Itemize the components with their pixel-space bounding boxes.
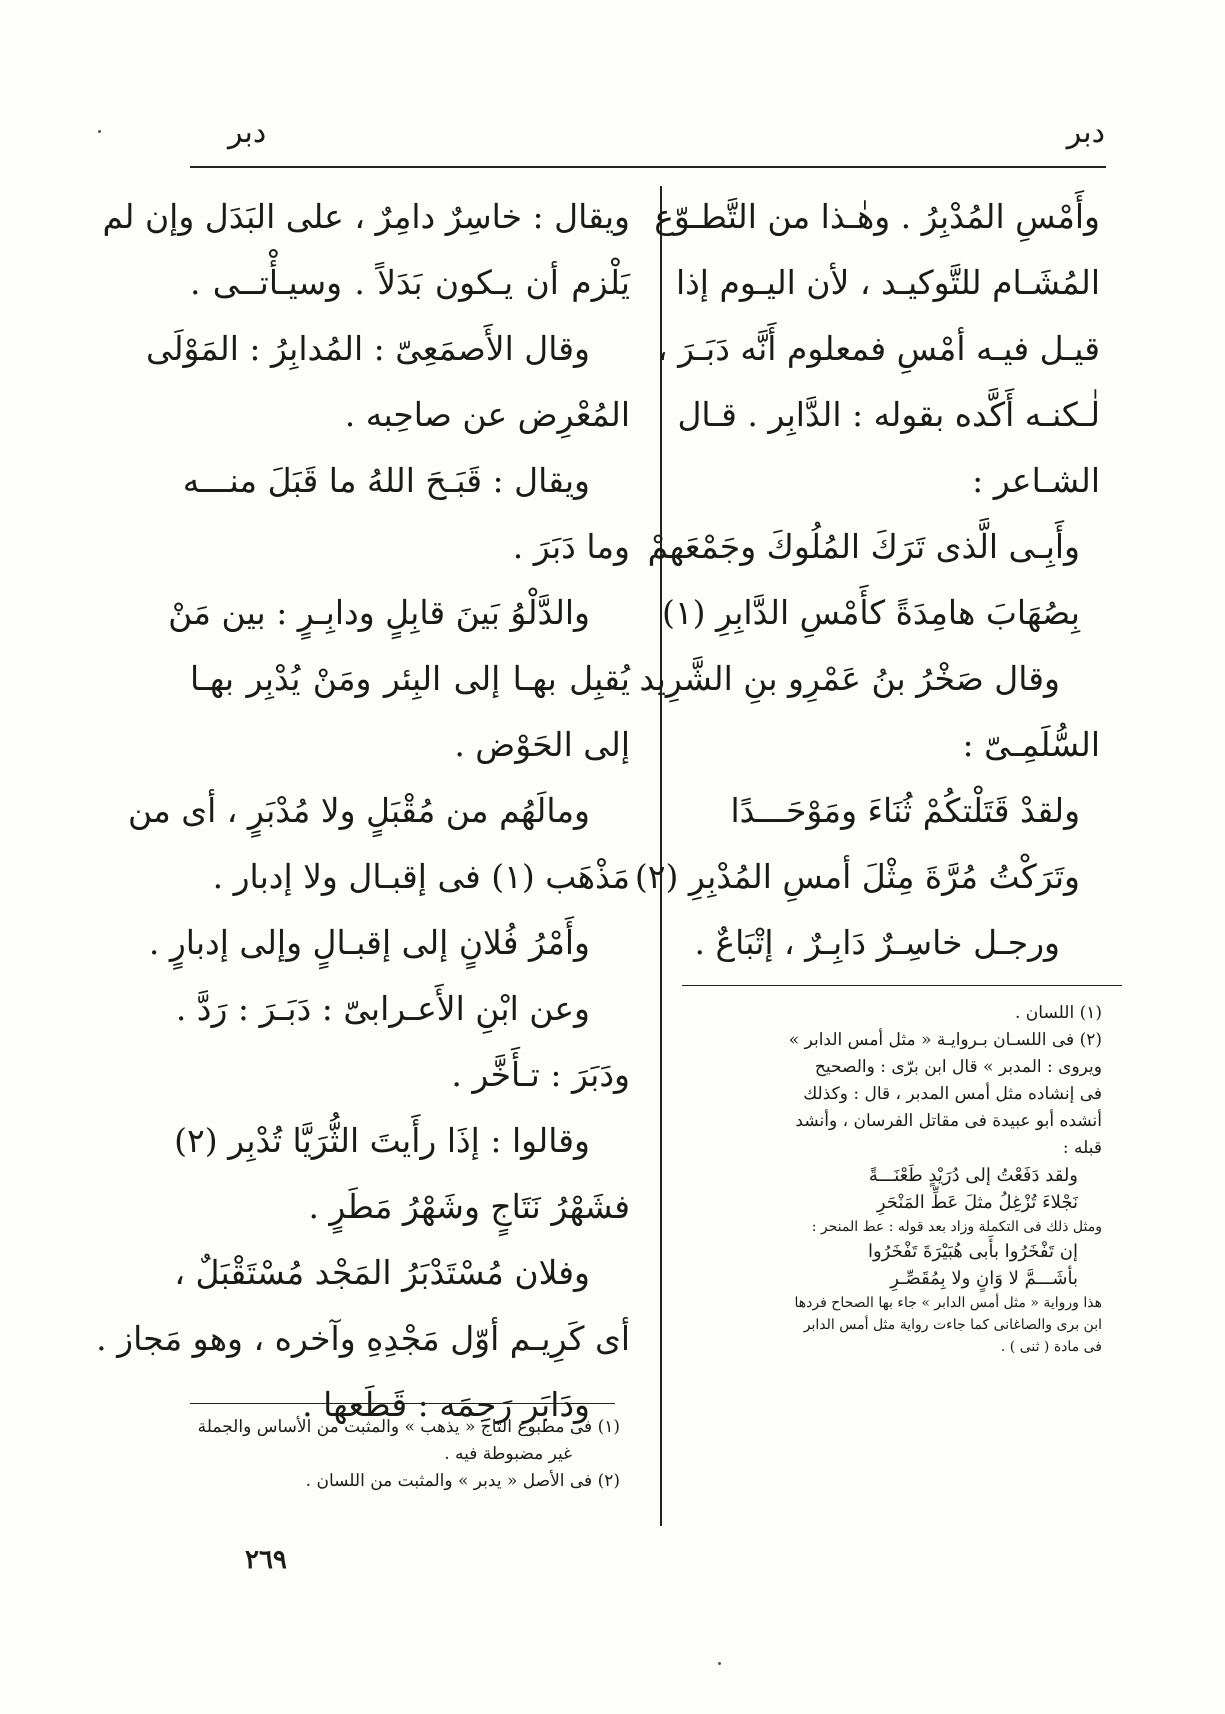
text-line: السُّلَمِـىّ :: [962, 725, 1100, 764]
footnote-verse-line: ولقد دَفَعْتُ إلى دُرَيْدٍ طَعْنَـــةً: [868, 1165, 1078, 1186]
text-line: إلى الحَوْض .: [454, 725, 630, 764]
footnote-verse-line: بأشَـــمَّ لا وَانٍ ولا بِمُقَصِّـرِ: [890, 1268, 1078, 1289]
running-head-left: دبر: [228, 115, 267, 150]
footnote-line: فى إنشاده مثل أمس المدبر ، قال : وكذلك: [803, 1084, 1102, 1104]
text-line: وعن ابْنِ الأَعـرابىّ : دَبَـرَ : رَدَّ .: [175, 989, 590, 1028]
footnote-line: ومثل ذلك فى التكملة وزاد بعد قوله : عط المنحر :: [811, 1219, 1102, 1235]
text-line: وقال صَخْرُ بنُ عَمْرِو بنِ الشَّرِيد: [639, 659, 1060, 698]
scan-speck: [98, 130, 101, 133]
verse-line: وتَرَكْتُ مُرَّةَ مِثْلَ أمسِ المُدْبِرِ (٢): [634, 857, 1080, 896]
text-line: ومالَهُم من مُقْبَلٍ ولا مُدْبَرٍ ، أى من: [127, 791, 590, 830]
footnote-verse-line: إن تَفْخَرُوا بأَبى هُبَيْرَةَ تَفْخَرُوا: [867, 1241, 1078, 1262]
footnote-verse-line: نَجْلاءَ تُزْغِلُ مثلَ عَطِّ المَنْحَرِ: [876, 1192, 1078, 1213]
footnote-line: غير مضبوطة فيه .: [444, 1444, 572, 1464]
text-line: لٰـكنـه أَكَّده بقوله : الدَّابِر . قـال: [677, 395, 1100, 434]
text-line: ودَابَر رَحِمَه : قَطَعها .: [302, 1385, 590, 1424]
text-line: فشَهْرُ نَتَاجٍ وشَهْرُ مَطَرٍ .: [308, 1187, 630, 1226]
text-line: الشـاعر :: [972, 461, 1100, 500]
text-line: وقال الأَصمَعِىّ : المُدابِرُ : المَوْلَى: [145, 329, 590, 368]
footnote-rule-right: [682, 985, 1122, 986]
left-column: [96, 184, 630, 1438]
text-line: أى كَرِيـم أوّل مَجْدِهِ وآخره ، وهو مَجاز .: [96, 1319, 630, 1358]
footnote-line: (٢) فى الأصل « يدبر » والمثبت من اللسان .: [305, 1471, 620, 1491]
scan-speck: [718, 1662, 721, 1665]
footnotes-right: [682, 1000, 1102, 1358]
text-line: وأَمْرُ فُلانٍ إلى إقبـالٍ وإلى إدبارٍ .: [148, 923, 590, 962]
footnote-line: أنشده أبو عبيدة فى مقاتل الفرسان ، وأنشد: [795, 1111, 1102, 1131]
text-line: المُعْرِض عن صاحِبه .: [344, 395, 630, 434]
text-line: ويقال : قَبَـحَ اللهُ ما قَبَلَ منـــه: [182, 461, 590, 500]
text-line: ويقال : خاسِرٌ دامِرٌ ، على البَدَل وإن لم: [102, 197, 630, 236]
text-line: وأَمْسِ المُدْبِرُ . وهٰـذا من التَّطـوّع: [654, 197, 1100, 236]
text-line: ودَبَرَ : تـأَخَّر .: [451, 1055, 630, 1094]
text-line: وفلان مُسْتَدْبَرُ المَجْد مُسْتَقْبَلٌ ،: [174, 1253, 590, 1292]
footnote-line: (٢) فى اللسـان بـروايـة « مثل أمس الدابر »: [788, 1030, 1102, 1050]
footnote-line: (١) اللسان .: [1015, 1003, 1102, 1023]
footnote-line: قبله :: [1062, 1138, 1102, 1158]
text-line: وما دَبَرَ .: [512, 527, 630, 566]
footnote-line: فى مادة ( ثنى ) .: [1000, 1339, 1102, 1355]
footnote-rule-left: [190, 1403, 615, 1404]
text-line: يَلْزم أن يـكون بَدَلاً . وسيـأْتــى .: [190, 263, 630, 302]
footnote-line: (١) فى مطبوع التاج « يذهب » والمثبت من الأساس والجملة: [197, 1417, 620, 1437]
page-number: ٢٦٩: [245, 1545, 287, 1575]
text-line: قيـل فيـه أمْسِ فمعلوم أَنَّه دَبَـرَ ،: [657, 329, 1100, 368]
verse-line: ولقدْ قَتَلْتكُمْ ثُنَاءَ ومَوْحَـــدًا: [730, 791, 1080, 830]
footnote-line: ويروى : المدبر » قال ابن برّى : والصحيح: [814, 1057, 1102, 1077]
text-line: مَذْهَب (١) فى إقبـال ولا إدبار .: [212, 857, 630, 896]
text-line: والدَّلْوُ بَينَ قابِلٍ ودابِـرٍ : بين مَنْ: [168, 593, 590, 632]
text-line: وقالوا : إذَا رأَيتَ الثُّرَيَّا تُدْبِر (٢): [174, 1121, 590, 1160]
verse-line: وأَبِـى الَّذى تَرَكَ المُلُوكَ وجَمْعَهمْ: [647, 527, 1080, 566]
text-line: ورجـل خاسِـرٌ دَابِـرٌ ، إتْبَاعٌ .: [694, 923, 1060, 962]
text-line: المُشَـام للتَّوكيـد ، لأن اليـوم إذا: [675, 263, 1100, 302]
header-rule: [190, 166, 1106, 168]
footnote-line: هذا ورواية « مثل أمس الدابر » جاء بها الصحاح فردها: [794, 1295, 1102, 1311]
verse-line: بِصُهَابَ هامِدَةً كأَمْسِ الدَّابِرِ (١): [662, 593, 1080, 632]
footnote-line: ابن برى والصاغانى كما جاءت رواية مثل أمس الدابر: [803, 1317, 1102, 1333]
running-head-right: دبر: [1066, 115, 1105, 150]
text-line: يُقبِل بهـا إلى البِئر ومَنْ يُدْبِر بهـا: [190, 659, 630, 698]
right-column: [634, 184, 1100, 976]
footnotes-left: [190, 1414, 620, 1495]
